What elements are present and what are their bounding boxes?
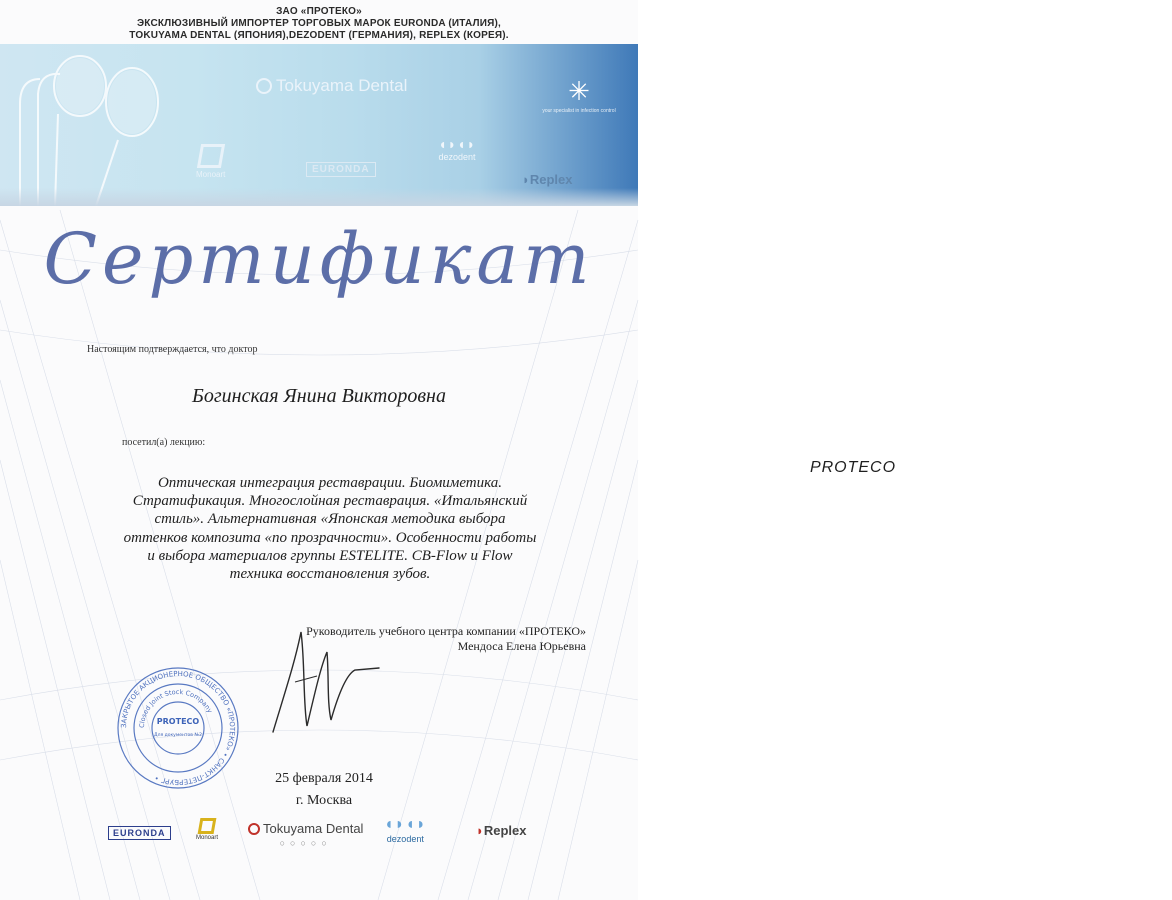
stamp-center-text: PROTECO <box>156 717 200 726</box>
footer-monoart-label: Monoart <box>196 835 219 841</box>
stamp-small-text: Для документов №2 <box>154 733 202 738</box>
lecture-line: и выбора материалов группы ESTELITE. CB-Flow и Flow <box>147 547 513 564</box>
dental-instruments-image <box>0 44 220 206</box>
footer-euronda-logo: EURONDA <box>108 826 171 840</box>
euronda-logo: EURONDA <box>306 162 376 177</box>
certificate-city: г. Москва <box>295 793 353 808</box>
lecture-line: техника восстановления зубов. <box>229 566 431 583</box>
head-title: Руководитель учебного центра компании «ПРОТЕКО» <box>306 624 586 638</box>
footer-tokuyama-logo <box>248 821 363 848</box>
replex-mark-icon: ◗ <box>522 172 530 187</box>
banner-fade <box>0 188 638 206</box>
header-line-company: ЗАО «ПРОТЕКО» <box>276 6 362 17</box>
footer-tokuyama-label: Tokuyama Dental <box>263 821 364 836</box>
doctor-name: Богинская Янина Викторовна <box>192 385 446 407</box>
footer-replex-mark-icon: ◗ <box>476 823 484 838</box>
certificate-title: Сертификат <box>43 218 595 300</box>
dezodent-logo-label: dezodent <box>438 152 476 162</box>
svg-text:ЗАКРЫТОЕ АКЦИОНЕРНОЕ ОБЩЕСТВО <box>120 670 236 786</box>
footer-tokuyama-dots: ○○○○○ <box>279 838 332 848</box>
footer-dezodent-teeth-icon: ◖◗◖◗ <box>384 816 427 833</box>
tokuyama-logo-label: Tokuyama Dental <box>276 76 408 95</box>
footer-tokuyama-ring-icon <box>248 823 260 835</box>
footer-monoart-mark-icon <box>198 818 217 834</box>
lecture-line: оттенков композита «по прозрачности». Особенности работы <box>123 529 537 546</box>
dezodent-teeth-icon: ◖◗◖◗ <box>438 136 476 152</box>
lecture-line: Оптическая интеграция реставрации. Биомиметика. <box>157 475 503 491</box>
footer-replex-label: Replex <box>483 823 527 838</box>
stamp-inner-text: Closed Joint Stock Company <box>137 687 215 729</box>
header-line-importer: ЭКСКЛЮЗИВНЫЙ ИМПОРТЕР ТОРГОВЫХ МАРОК EURONDA (ИТАЛИЯ), <box>136 18 502 29</box>
footer-dezodent-label: dezodent <box>386 834 424 844</box>
lecture-line: Стратификация. Многослойная реставрация. «Итальянский <box>132 493 528 510</box>
signature-image <box>255 622 415 742</box>
tokuyama-ring-icon <box>256 78 272 94</box>
head-name: Мендоса Елена Юрьевна <box>457 639 586 653</box>
stamp-outer-text: ЗАКРЫТОЕ АКЦИОНЕРНОЕ ОБЩЕСТВО «ПРОТЕКО» • САНКТ-ПЕТЕРБУРГ • <box>119 669 237 787</box>
footer-monoart-logo <box>196 818 218 841</box>
footer-dezodent-logo <box>384 816 427 844</box>
attended-text: посетил(а) лекцию: <box>122 437 206 448</box>
header-line-brands: TOKUYAMA DENTAL (ЯПОНИЯ),DEZODENT (ГЕРМАНИЯ), REPLEX (КОРЕЯ). <box>129 30 509 41</box>
company-header <box>0 6 638 42</box>
monoart-mark-icon <box>197 144 225 168</box>
proteco-tagline: your specialist in infection control <box>542 108 616 114</box>
proteco-burst-icon: ✳ <box>568 76 590 106</box>
proteco-logo-label: PROTECO <box>809 459 897 476</box>
replex-logo <box>522 172 573 187</box>
monoart-logo-label: Monoart <box>196 170 226 179</box>
lecture-line: стиль». Альтернативная «Японская методика выбора <box>154 511 506 528</box>
lecture-title <box>100 474 560 583</box>
dezodent-logo <box>428 136 486 162</box>
footer-replex-logo <box>476 823 527 838</box>
certificate-date: 25 февраля 2014 <box>275 771 373 786</box>
confirm-text: Настоящим подтверждается, что доктор <box>87 344 258 355</box>
replex-logo-label: Replex <box>529 172 573 187</box>
monoart-logo <box>196 144 225 179</box>
tokuyama-logo <box>256 76 407 96</box>
